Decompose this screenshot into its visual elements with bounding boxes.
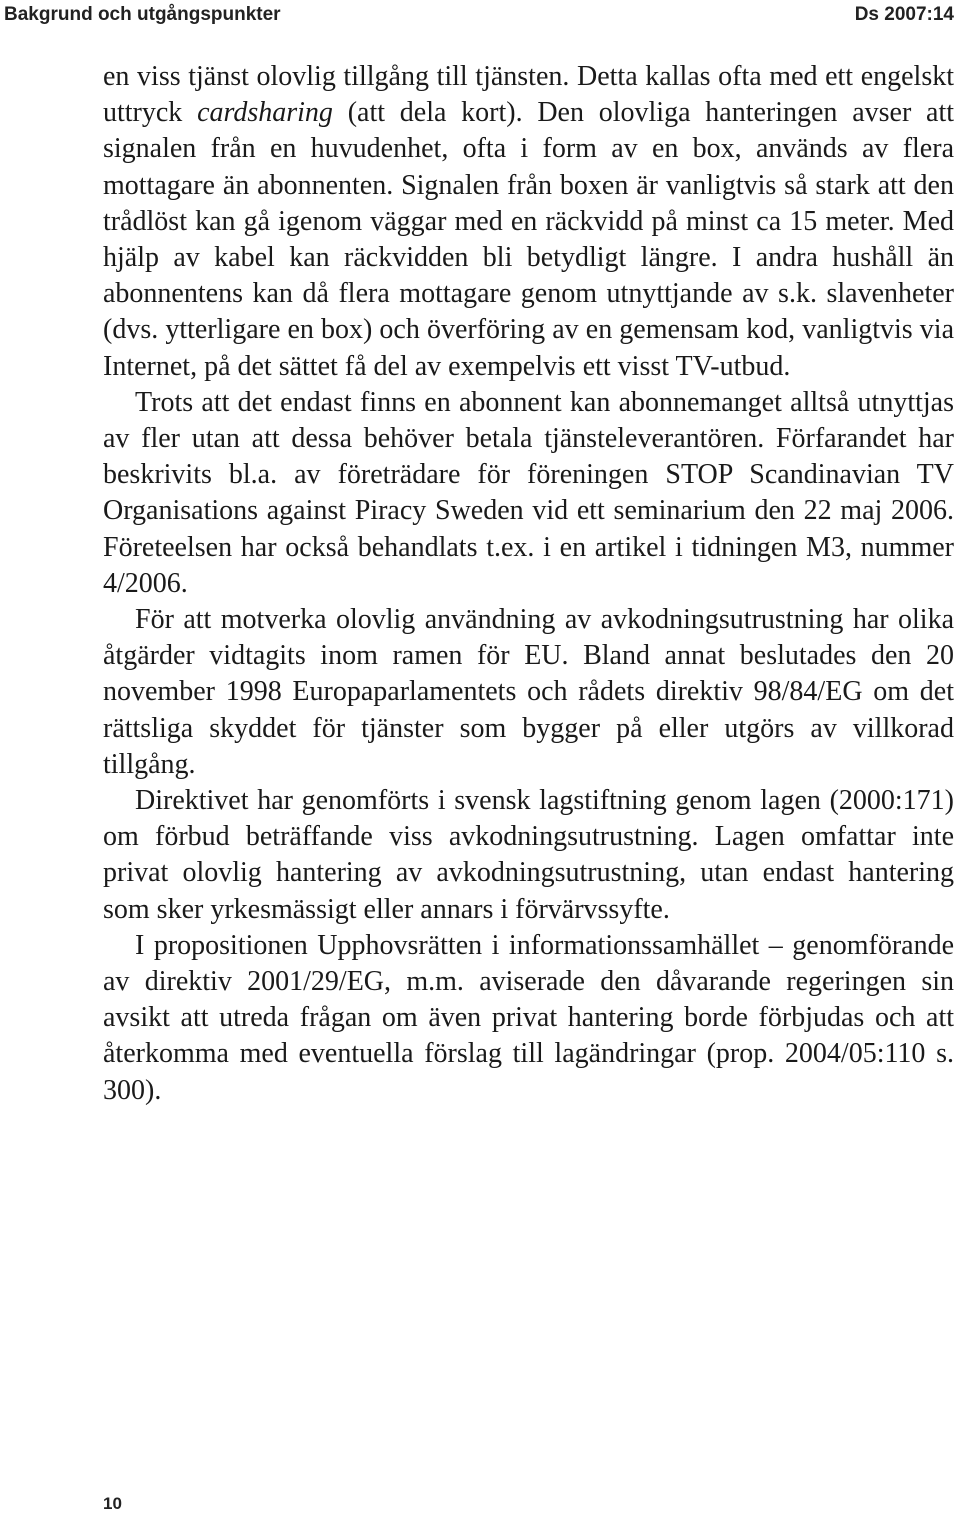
paragraph-2: Trots att det endast finns en abonnent kan abonnemanget alltså utnyttjas av fler utan att dessa behöver betala tjänsteleverantören. Förfarandet har beskrivits bl.a. av företrädare för föreningen STOP Scandinavian TV Organisations against Piracy Sweden vid ett seminarium den 22 maj 2006. Företeelsen har också behandlats t.ex. i en artikel i tidningen M3, nummer 4/2006. (103, 386, 954, 599)
page-number: 10 (103, 1494, 122, 1513)
paragraph-1-text-end: (att dela kort). Den olovliga hanteringen avser att signalen från en huvudenhet, ofta i form av en box, används av flera mottagare än abonnenten. Signalen från boxen är vanligtvis så stark att den trådlöst kan gå igenom väggar med en räckvidd på minst ca 15 meter. Med hjälp av kabel kan räckvidden bli betydligt längre. I andra hushåll än abonnentens kan då flera mottagare genom utnyttjande av s.k. slavenheter (dvs. ytterligare en box) och överföring av en gemensam kod, vanligtvis via Internet, på det sättet få del av exempelvis ett visst TV-utbud. (103, 97, 955, 382)
paragraph-3: För att motverka olovlig användning av avkodningsutrustning har olika åtgärder vidtagits inom ramen för EU. Bland annat beslutades den 20 november 1998 Europaparlamentets och rådets direktiv 98/84/EG om det rättsliga skyddet för tjänster som bygger på eller utgörs av villkorad tillgång. (103, 604, 954, 780)
paragraph-4: Direktivet har genomförts i svensk lagstiftning genom lagen (2000:171) om förbud beträffande viss avkodningsutrustning. Lagen omfattar inte privat olovlig hantering av avkodningsutrustning, utan endast hantering som sker yrkesmässigt eller annars i förvärvssyfte. (103, 785, 954, 925)
paragraph-1-text-start: en viss tjänst olovlig tillgång till tjänsten. Detta kallas ofta med ett engelskt uttryck (103, 61, 954, 129)
document-body (103, 59, 954, 1109)
document-reference: Ds 2007:14 (854, 4, 954, 25)
paragraph-5: I propositionen Upphovsrätten i informationssamhället – genomförande av direktiv 2001/29/EG, m.m. aviserade den dåvarande regeringen sin avsikt att utreda frågan om även privat hantering borde förbjudas och att återkomma med eventuella förslag till lagändringar (prop. 2004/05:110 s. 300). (103, 929, 954, 1106)
italic-term: cardsharing (197, 97, 333, 129)
section-title: Bakgrund och utgångspunkter (4, 4, 281, 25)
paragraph-1 (103, 59, 954, 385)
page-header (0, 0, 960, 34)
